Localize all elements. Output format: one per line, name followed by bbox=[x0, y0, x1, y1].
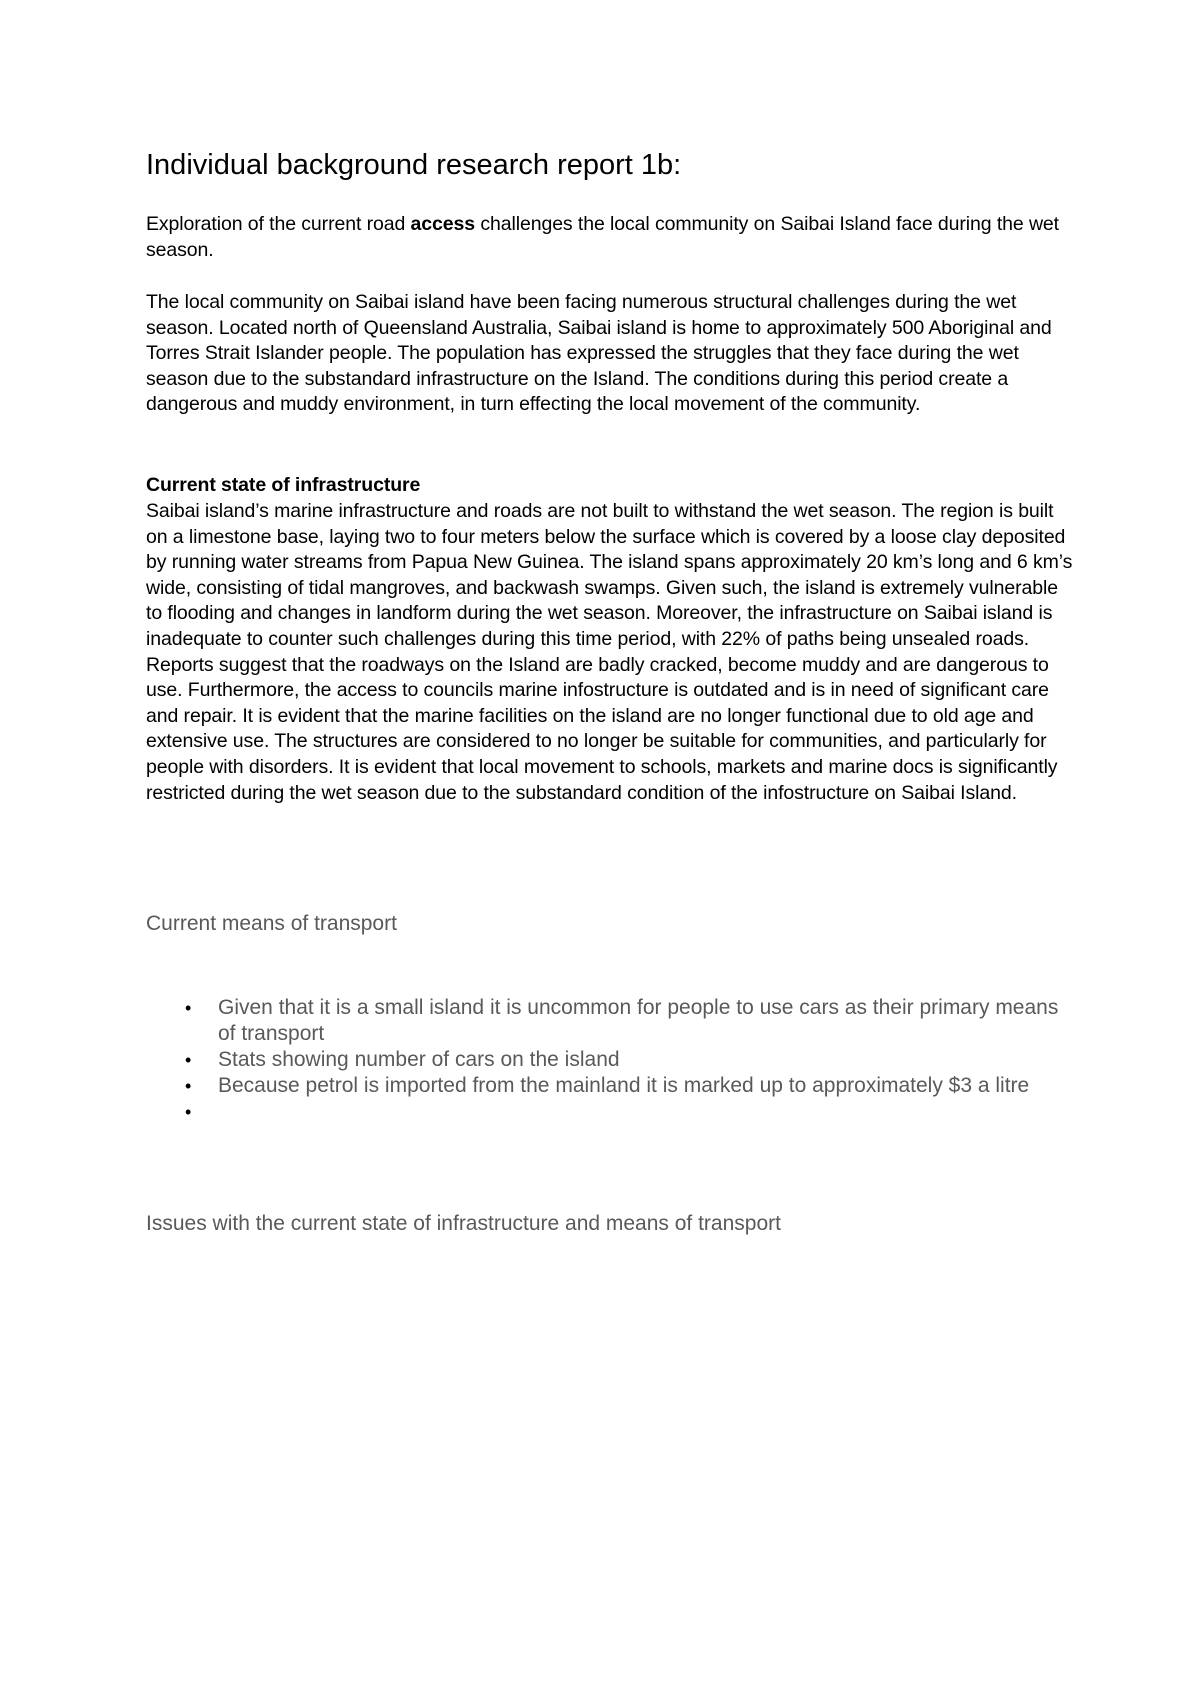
community-paragraph: The local community on Saibai island have been facing numerous structural challenges during the wet season. Located north of Queensland Australia, Saibai island is home to approximately 500 Aboriginal and Torres Strait Islander people. The population has expressed the struggles that they face during the wet season due to the substandard infrastructure on the Island. The conditions during this period create a dangerous and muddy environment, in turn effecting the local movement of the community. bbox=[146, 291, 1052, 416]
list-item-text: Given that it is a small island it is uncommon for people to use cars as their primary means of transport bbox=[218, 996, 1059, 1045]
list-item bbox=[146, 1047, 1076, 1073]
bullet-icon: • bbox=[185, 1102, 192, 1122]
list-item bbox=[146, 1099, 1076, 1125]
infrastructure-paragraph: Saibai island’s marine infrastructure and roads are not built to withstand the wet season. The region is built on a limestone base, laying two to four meters below the surface which is covered by a loose clay deposited by running water streams from Papua New Guinea. The island spans approximately 20 km’s long and 6 km’s wide, consisting of tidal mangroves, and backwash swamps. Given such, the island is extremely vulnerable to flooding and changes in landform during the wet season. Moreover, the infrastructure on Saibai island is inadequate to counter such challenges during this time period, with 22% of paths being unsealed roads. Reports suggest that the roadways on the Island are badly cracked, become muddy and are dangerous to use. Furthermore, the access to councils marine infostructure is outdated and is in need of significant care and repair. It is evident that the marine facilities on the island are no longer functional due to old age and extensive use. The structures are considered to no longer be suitable for communities, and particularly for people with disorders. It is evident that local movement to schools, markets and marine docs is significantly restricted during the wet season due to the substandard condition of the infostructure on Saibai Island. bbox=[146, 500, 1073, 804]
list-item-text: Stats showing number of cars on the island bbox=[218, 1048, 620, 1071]
list-item bbox=[146, 995, 1076, 1047]
transport-bullet-list bbox=[146, 995, 1076, 1125]
intro-text-before: Exploration of the current road bbox=[146, 213, 411, 235]
section-heading-text: Current state of infrastructure bbox=[146, 474, 421, 496]
bullet-icon: • bbox=[185, 1050, 192, 1070]
bullet-icon: • bbox=[185, 1076, 192, 1096]
subheading-transport: Current means of transport bbox=[146, 912, 397, 935]
section-heading-infrastructure bbox=[146, 473, 1076, 499]
subheading-issues: Issues with the current state of infrastructure and means of transport bbox=[146, 1212, 781, 1235]
list-item bbox=[146, 1073, 1076, 1099]
bullet-icon: • bbox=[185, 998, 192, 1018]
intro-paragraph bbox=[146, 212, 1076, 263]
intro-bold-word: access bbox=[410, 213, 476, 235]
document-title: Individual background research report 1b: bbox=[146, 149, 682, 181]
list-item-text: Because petrol is imported from the mainland it is marked up to approximately $3 a litre bbox=[218, 1074, 1030, 1097]
intro-text-after: challenges the local community on Saibai Island face during the wet season. bbox=[146, 213, 1059, 261]
